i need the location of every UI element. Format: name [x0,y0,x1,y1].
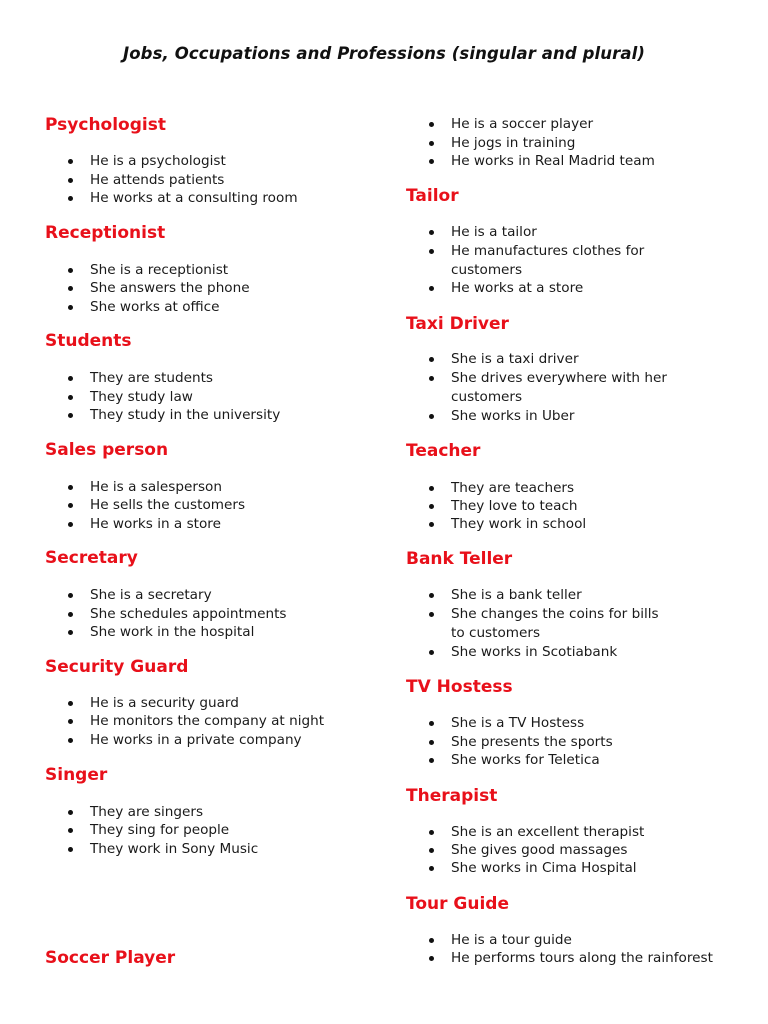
list-item-text: She is a taxi driver [451,351,579,367]
list-item-text: He works in a private company [90,732,302,748]
bullet-icon [429,866,434,871]
list-item-text: He attends patients [90,172,225,188]
bullet-icon [68,376,73,381]
list-item-text: He is a psychologist [90,153,226,169]
list-item-text: He works at a store [451,280,584,296]
bullet-icon [429,956,434,961]
list-item-text: They work in school [451,516,587,532]
list-item-text: He performs tours along the rainforest [451,950,713,966]
heading-singer: Singer [45,765,108,785]
bullet-icon [68,522,73,527]
bullet-icon [68,612,73,617]
bullet-icon [68,268,73,273]
bullet-icon [429,249,434,254]
heading-tailor: Tailor [406,186,459,206]
list-item-text: She works in Scotiabank [451,644,618,660]
list-item-text: They are teachers [451,480,575,496]
list-item-text: She works for Teletica [451,752,600,768]
heading-psychologist: Psychologist [45,115,166,135]
bullet-icon [68,286,73,291]
bullet-icon [68,738,73,743]
list-item-text: She work in the hospital [90,624,255,640]
bullet-icon [68,828,73,833]
bullet-icon [429,504,434,509]
list-item-text: He is a security guard [90,695,239,711]
list-item-text: They are students [90,370,214,386]
list-item-text: He works at a consulting room [90,190,298,206]
list-item-text: He is a tailor [451,224,537,240]
list-item-text: They sing for people [90,822,230,838]
bullet-icon [68,701,73,706]
list-item-text: She is a TV Hostess [451,715,585,731]
bullet-icon [429,650,434,655]
heading-sales-person: Sales person [45,440,169,460]
bullet-icon [68,503,73,508]
bullet-icon [429,830,434,835]
heading-taxi-driver: Taxi Driver [406,314,509,334]
document-title: Jobs, Occupations and Professions (singular and plural) [122,44,645,63]
bullet-icon [429,522,434,527]
list-item-text: She answers the phone [90,280,250,296]
bullet-icon [429,938,434,943]
bullet-icon [429,414,434,419]
list-item-text: He is a tour guide [451,932,572,948]
heading-teacher: Teacher [406,441,481,461]
heading-security-guard: Security Guard [45,657,189,677]
list-item-text: She is an excellent therapist [451,824,645,840]
bullet-icon [68,178,73,183]
bullet-icon [68,159,73,164]
list-item-text: She schedules appointments [90,606,287,622]
list-item-text: He jogs in training [451,135,576,151]
heading-secretary: Secretary [45,548,138,568]
bullet-icon [68,413,73,418]
bullet-icon [68,810,73,815]
list-item-text: They love to teach [451,498,578,514]
list-item-text: She is a bank teller [451,587,582,603]
list-item-text: They work in Sony Music [90,841,259,857]
list-item-text: She changes the coins for bills to customers [451,606,659,641]
heading-tour-guide: Tour Guide [406,894,510,914]
list-item-text: They are singers [90,804,204,820]
list-item-text: She works in Uber [451,408,575,424]
heading-soccer-player: Soccer Player [45,948,176,968]
bullet-icon [429,357,434,362]
bullet-icon [429,286,434,291]
heading-receptionist: Receptionist [45,223,166,243]
list-item-text: She is a receptionist [90,262,229,278]
bullet-icon [429,141,434,146]
list-item-text: She presents the sports [451,734,613,750]
list-item-text: She gives good massages [451,842,628,858]
list-item-text: He is a salesperson [90,479,222,495]
bullet-icon [68,305,73,310]
bullet-icon [68,593,73,598]
bullet-icon [429,122,434,127]
heading-bank-teller: Bank Teller [406,549,513,569]
list-item-text: He is a soccer player [451,116,594,132]
list-item-text: She drives everywhere with her customers [451,370,667,405]
heading-therapist: Therapist [406,786,498,806]
heading-students: Students [45,331,132,351]
list-item-text: He works in Real Madrid team [451,153,655,169]
bullet-icon [68,630,73,635]
bullet-icon [429,721,434,726]
bullet-icon [429,848,434,853]
bullet-icon [68,196,73,201]
bullet-icon [429,486,434,491]
list-item-text: He works in a store [90,516,221,532]
bullet-icon [68,395,73,400]
list-item-text: She works in Cima Hospital [451,860,637,876]
heading-tv-hostess: TV Hostess [406,677,513,697]
bullet-icon [429,376,434,381]
bullet-icon [429,740,434,745]
bullet-icon [429,593,434,598]
bullet-icon [429,159,434,164]
bullet-icon [68,719,73,724]
bullet-icon [429,758,434,763]
list-item-text: He monitors the company at night [90,713,325,729]
list-item-text: She is a secretary [90,587,212,603]
bullet-icon [429,230,434,235]
bullet-icon [68,485,73,490]
bullet-icon [68,847,73,852]
list-item-text: He manufactures clothes for customers [451,243,645,278]
list-item-text: They study law [90,389,193,405]
list-item-text: They study in the university [90,407,281,423]
list-item-text: She works at office [90,299,220,315]
list-item-text: He sells the customers [90,497,246,513]
bullet-icon [429,612,434,617]
